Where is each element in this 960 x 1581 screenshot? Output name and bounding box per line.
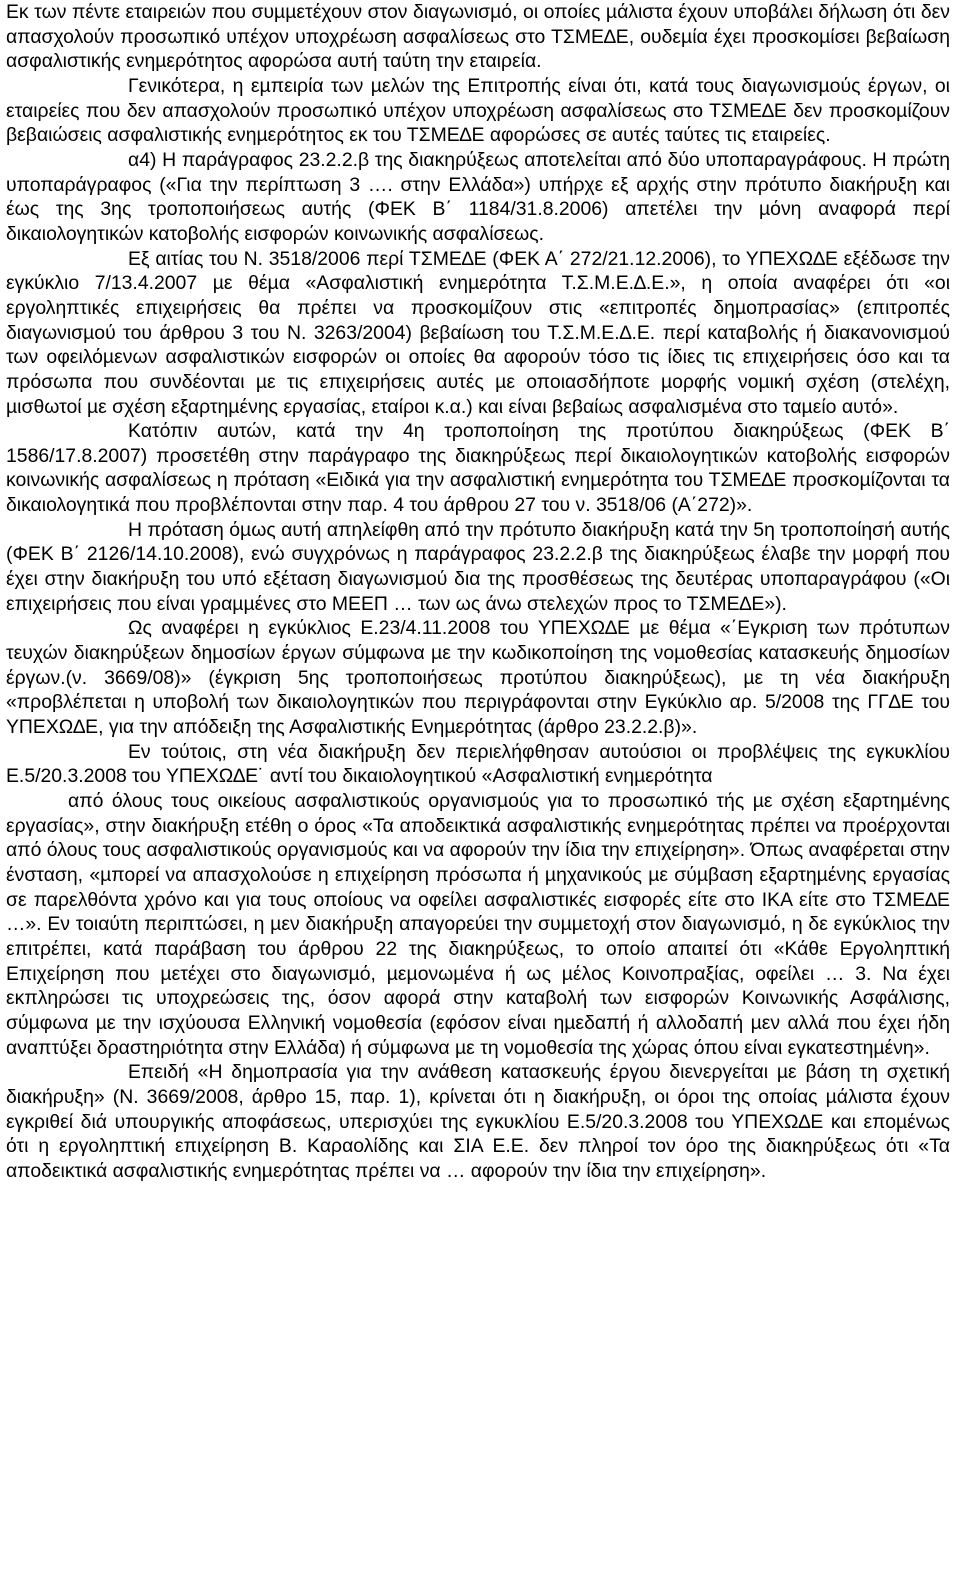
paragraph-8: Εν τούτοις, στη νέα διακήρυξη δεν περιελήφθησαν αυτούσιοι οι προβλέψεις της εγκυκλίου Ε.5/20.3.2008 του ΥΠΕΧΩ∆Ε˙ αντί του δικαιολογητικού «Ασφαλιστική ενηµερότητα: [6, 740, 950, 788]
paragraph-7: Ως αναφέρει η εγκύκλιος Ε.23/4.11.2008 του ΥΠΕΧΩ∆Ε µε θέµα «΄Εγκριση των πρότυπων τευχών διακηρύξεων δηµοσίων έργων σύµφωνα µε την κωδικοποίηση της νοµοθεσίας κατασκευής δηµοσίων έργων.(ν. 3669/08)» (έγκριση 5ης τροποποιήσεως προτύπου διακηρύξεως), µε τη νέα διακήρυξη «προβλέπεται η υποβολή των δικαιολογητικών που περιγράφονται στην Εγκύκλιο αρ. 5/2008 της ΓΓ∆Ε του ΥΠΕΧΩ∆Ε, για την απόδειξη της Ασφαλιστικής Ενηµερότητας (άρθρο 23.2.2.β)».: [6, 617, 950, 739]
paragraph-2: Γενικότερα, η εµπειρία των µελών της Επιτροπής είναι ότι, κατά τους διαγωνισµούς έργων, οι εταιρείες που δεν απασχολούν προσωπικό υπέχον υποχρέωση ασφαλίσεως στο ΤΣΜΕ∆Ε δεν προσκοµίζουν βεβαιώσεις ασφαλιστικής ενηµερότητος εκ του ΤΣΜΕ∆Ε αφορώσες σε αυτές ταύτες τις εταιρείες.: [6, 74, 950, 147]
paragraph-4: Εξ αιτίας του Ν. 3518/2006 περί ΤΣΜΕ∆Ε (ΦΕΚ Α΄ 272/21.12.2006), το ΥΠΕΧΩ∆Ε εξέδωσε την εγκύκλιο 7/13.4.2007 µε θέµα «Ασφαλιστική ενηµερότητα Τ.Σ.Μ.Ε.∆.Ε.», η οποία αναφέρει ότι «οι εργοληπτικές επιχειρήσεις θα πρέπει να προσκοµίζουν στις «επιτροπές δηµοπρασίας» (επιτροπές διαγωνισµού του άρθρου 3 του Ν. 3263/2004) βεβαίωση του Τ.Σ.Μ.Ε.∆.Ε. περί καταβολής ή διακανονισµού των οφειλόµενων ασφαλιστικών εισφορών οι οποίες θα αφορούν τόσο τις ίδιες τις επιχειρήσεις όσο και τα πρόσωπα που συνδέονται µε τις επιχειρήσεις αυτές µε οποιασδήποτε µορφής νοµική σχέση (στελέχη, µισθωτοί µε σχέση εξαρτηµένης εργασίας, εταίροι κ.α.) και είναι βεβαίως ασφαλισµένα στο ταµείο αυτό».: [6, 247, 950, 418]
paragraph-10: Επειδή «Η δηµοπρασία για την ανάθεση κατασκευής έργου διενεργείται µε βάση τη σχετική διακήρυξη» (Ν. 3669/2008, άρθρο 15, παρ. 1), κρίνεται ότι η διακήρυξη, οι όροι της οποίας µάλιστα έχουν εγκριθεί διά υπουργικής αποφάσεως, υπερισχύει της εγκυκλίου Ε.5/20.3.2008 του ΥΠΕΧΩ∆Ε και εποµένως ότι η εργοληπτική επιχείρηση Β. Καραολίδης και ΣΙΑ Ε.Ε. δεν πληροί τον όρο της διακηρύξεως ότι «Τα αποδεικτικά ασφαλιστικής ενηµερότητας πρέπει να … αφορούν την ίδια την επιχείρηση».: [6, 1061, 950, 1182]
paragraph-6: Η πρόταση όµως αυτή απηλείφθη από την πρότυπο διακήρυξη κατά την 5η τροποποίησή αυτής (ΦΕΚ Β΄ 2126/14.10.2008), ενώ συγχρόνως η παράγραφος 23.2.2.β της διακηρύξεως έλαβε την µορφή που έχει στην διακήρυξη του υπό εξέταση διαγωνισµού δια της προσθέσεως της δευτέρας υποπαραγράφου («Οι επιχειρήσεις που είναι γραµµένες στο ΜΕΕΠ … των ως άνω στελεχών προς το ΤΣΜΕ∆Ε»).: [6, 518, 950, 615]
paragraph-9: από όλους τους οικείους ασφαλιστικούς οργανισµούς για το προσωπικό τής µε σχέση εξαρτηµένης εργασίας», στην διακήρυξη ετέθη ο όρος «Τα αποδεικτικά ασφαλιστικής ενηµερότητας πρέπει να προέρχονται από όλους τους ασφαλιστικούς οργανισµούς και να αφορούν την ίδια την επιχείρηση». Όπως αναφέρεται στην ένσταση, «µπορεί να απασχολούσε η επιχείρηση πρόσωπα ή µηχανικούς µε σύµβαση εξαρτηµένης εργασίας σε παρελθόντα χρόνο και για τους οποίους να οφείλει ασφαλιστικές εισφορές είτε στο ΙΚΑ είτε στο ΤΣΜΕ∆Ε …». Εν τοιαύτη περιπτώσει, η µεν διακήρυξη απαγορεύει την συµµετοχή στον διαγωνισµό, η δε εγκύκλιος την επιτρέπει, κατά παράβαση του άρθρου 22 της διακηρύξεως, το οποίο απαιτεί ότι «Κάθε Εργοληπτική Επιχείρηση που µετέχει στο διαγωνισµό, µεµονωµένα ή ως µέλος Κοινοπραξίας, οφείλει … 3. Να έχει εκπληρώσει τις υποχρεώσεις της, όσον αφορά στην καταβολή των εισφορών Κοινωνικής Ασφάλισης, σύµφωνα µε την ισχύουσα Ελληνική νοµοθεσία (εφόσον είναι ηµεδαπή ή αλλοδαπή µεν αλλά που έχει ήδη αναπτύξει δραστηριότητα στην Ελλάδα) ή σύµφωνα µε τη νοµοθεσία της χώρας όπου είναι εγκατεστηµένη».: [6, 790, 950, 1059]
paragraph-1: Εκ των πέντε εταιρειών που συµµετέχουν στον διαγωνισµό, οι οποίες µάλιστα έχουν υποβάλει δήλωση ότι δεν απασχολούν προσωπικό υπέχον υποχρέωση ασφαλίσεως στο ΤΣΜΕ∆Ε, ουδεµία έχει προσκοµίσει βεβαίωση ασφαλιστικής ενηµερότητος αφορώσα αυτή ταύτη την εταιρεία.: [6, 1, 950, 73]
paragraph-3: α4) Η παράγραφος 23.2.2.β της διακηρύξεως αποτελείται από δύο υποπαραγράφους. Η πρώτη υποπαράγραφος («Για την περίπτωση 3 …. στην Ελλάδα») υπήρχε εξ αρχής στην πρότυπο διακήρυξη και έως της 3ης τροποποιήσεως αυτής (ΦΕΚ Β΄ 1184/31.8.2006) απετέλει την µόνη αναφορά περί δικαιολογητικών κατοβολής εισφορών κοινωνικής ασφαλίσεως.: [6, 148, 950, 245]
paragraph-5: Κατόπιν αυτών, κατά την 4η τροποποίηση της προτύπου διακηρύξεως (ΦΕΚ Β΄ 1586/17.8.2007) προσετέθη στην παράγραφο της διακηρύξεως περί δικαιολογητικών κατοβολής εισφορών κοινωνικής ασφαλίσεως η πρόταση «Ειδικά για την ασφαλιστική ενηµερότητα του ΤΣΜΕ∆Ε προσκοµίζονται τα δικαιολογητικά που προβλέπονται στην παρ. 4 του άρθρου 27 του ν. 3518/06 (Α΄272)».: [6, 420, 950, 517]
